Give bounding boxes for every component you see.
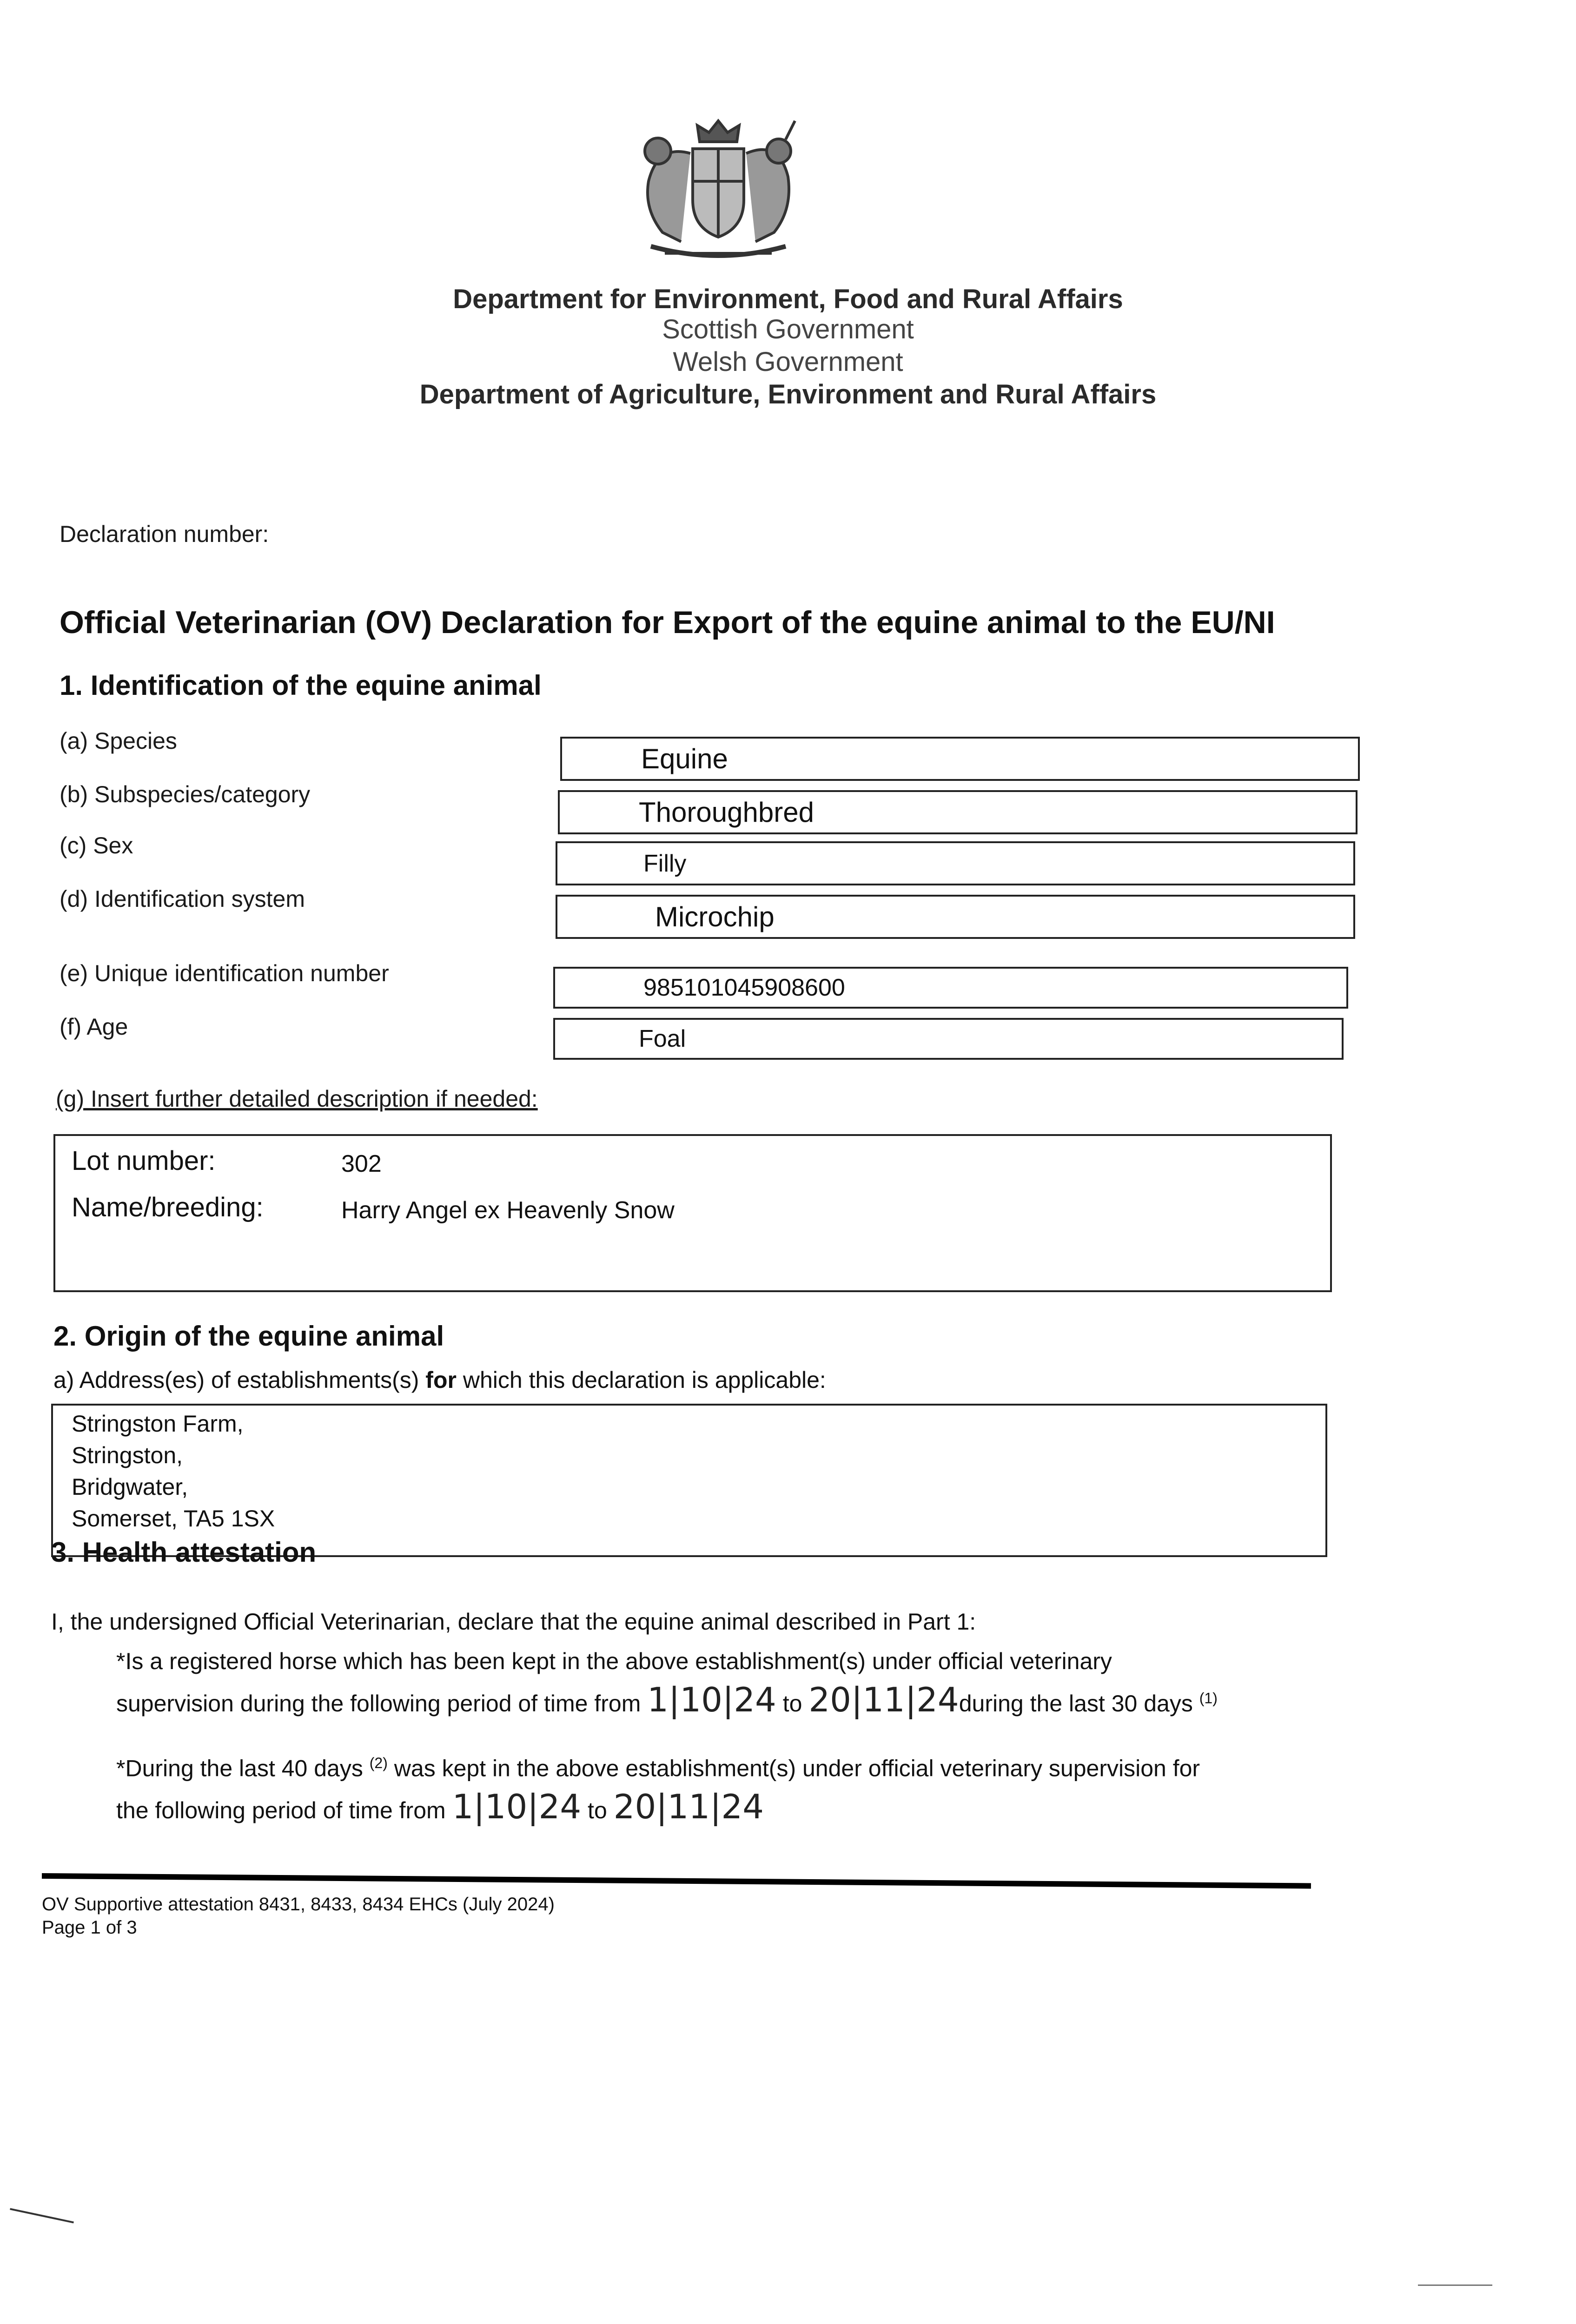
identification-system-label: (d) Identification system [60, 886, 305, 912]
scan-mark [10, 2208, 74, 2223]
footer-divider [42, 1873, 1311, 1888]
species-field[interactable]: Equine [560, 737, 1360, 781]
address-line-3: Bridgwater, [72, 1474, 188, 1500]
address-label-part-1: a) Address(es) of establishments(s) [53, 1367, 426, 1393]
department-line-4: Department of Agriculture, Environment and Rural Affairs [419, 379, 1157, 409]
identification-system-field[interactable]: Microchip [556, 895, 1355, 939]
declaration-number-label: Declaration number: [60, 521, 269, 547]
footnote-1-marker: (1) [1199, 1690, 1218, 1707]
sex-label: (c) Sex [60, 832, 133, 858]
period-1-to-date[interactable]: 20|11|24 [808, 1680, 959, 1719]
section-1-heading: 1. Identification of the equine animal [60, 670, 542, 701]
further-description-label: (g) Insert further detailed description if needed: [56, 1086, 538, 1112]
age-label: (f) Age [60, 1014, 128, 1040]
name-breeding-value: Harry Angel ex Heavenly Snow [341, 1197, 675, 1224]
address-label-part-3: which this declaration is applicable: [456, 1367, 826, 1393]
attestation-paragraph-1-line-1: *Is a registered horse which has been kept in the above establishment(s) under official veterinary [116, 1648, 1112, 1674]
last-30-days-text: during the last 30 days [959, 1690, 1193, 1717]
royal-coat-of-arms-icon [618, 112, 818, 270]
attestation-paragraph-2-line-2 [116, 1787, 764, 1826]
species-label: (a) Species [60, 728, 177, 754]
further-description-box[interactable] [53, 1134, 1332, 1292]
lot-number-value: 302 [341, 1150, 382, 1177]
address-label-part-2: for [425, 1367, 457, 1393]
last-40-days-text: *During the last 40 days [116, 1755, 363, 1782]
lot-number-label: Lot number: [72, 1146, 216, 1176]
address-line-2: Stringston, [72, 1442, 183, 1468]
section-2-heading: 2. Origin of the equine animal [53, 1320, 444, 1352]
kept-above-text: was kept in the above establishment(s) under official veterinary supervision for [394, 1755, 1200, 1782]
address-box[interactable] [51, 1404, 1327, 1557]
unique-id-label: (e) Unique identification number [60, 960, 389, 986]
period-2-to-date[interactable]: 20|11|24 [613, 1787, 764, 1826]
attestation-intro: I, the undersigned Official Veterinarian, declare that the equine animal described in Part 1: [51, 1609, 976, 1635]
footnote-2-marker: (2) [369, 1755, 388, 1771]
subspecies-label: (b) Subspecies/category [60, 781, 311, 807]
subspecies-field[interactable]: Thoroughbred [558, 790, 1357, 834]
unique-id-field[interactable]: 985101045908600 [553, 967, 1348, 1009]
document-title: Official Veterinarian (OV) Declaration for Export of the equine animal to the EU/NI [60, 605, 1275, 640]
address-lines [72, 1408, 275, 1534]
period-to-text: to [782, 1690, 802, 1717]
attestation-paragraph-1-line-2 [116, 1680, 1218, 1719]
name-breeding-label: Name/breeding: [72, 1192, 264, 1222]
age-field[interactable]: Foal [553, 1018, 1344, 1060]
footer-attestation-ref: OV Supportive attestation 8431, 8433, 8434 EHCs (July 2024) [42, 1894, 555, 1915]
sex-field[interactable]: Filly [556, 841, 1355, 885]
period-2-from-date[interactable]: 1|10|24 [452, 1787, 582, 1826]
period-1-from-date[interactable]: 1|10|24 [647, 1680, 776, 1719]
address-line-1: Stringston Farm, [72, 1411, 244, 1437]
section-3-heading: 3. Health attestation [51, 1537, 317, 1568]
attestation-paragraph-2-line-1 [116, 1755, 1200, 1782]
department-line-2: Scottish Government [662, 314, 914, 344]
period-from-text: supervision during the following period of time from [116, 1690, 641, 1717]
address-line-4: Somerset, TA5 1SX [72, 1505, 275, 1532]
department-line-3: Welsh Government [673, 347, 903, 377]
following-period-text: the following period of time from [116, 1797, 446, 1823]
scan-mark-right [1418, 2284, 1492, 2286]
department-line-1: Department for Environment, Food and Rural Affairs [453, 284, 1123, 314]
period-2-to-text: to [588, 1797, 607, 1823]
address-label [53, 1367, 826, 1393]
footer-page-number: Page 1 of 3 [42, 1917, 137, 1938]
